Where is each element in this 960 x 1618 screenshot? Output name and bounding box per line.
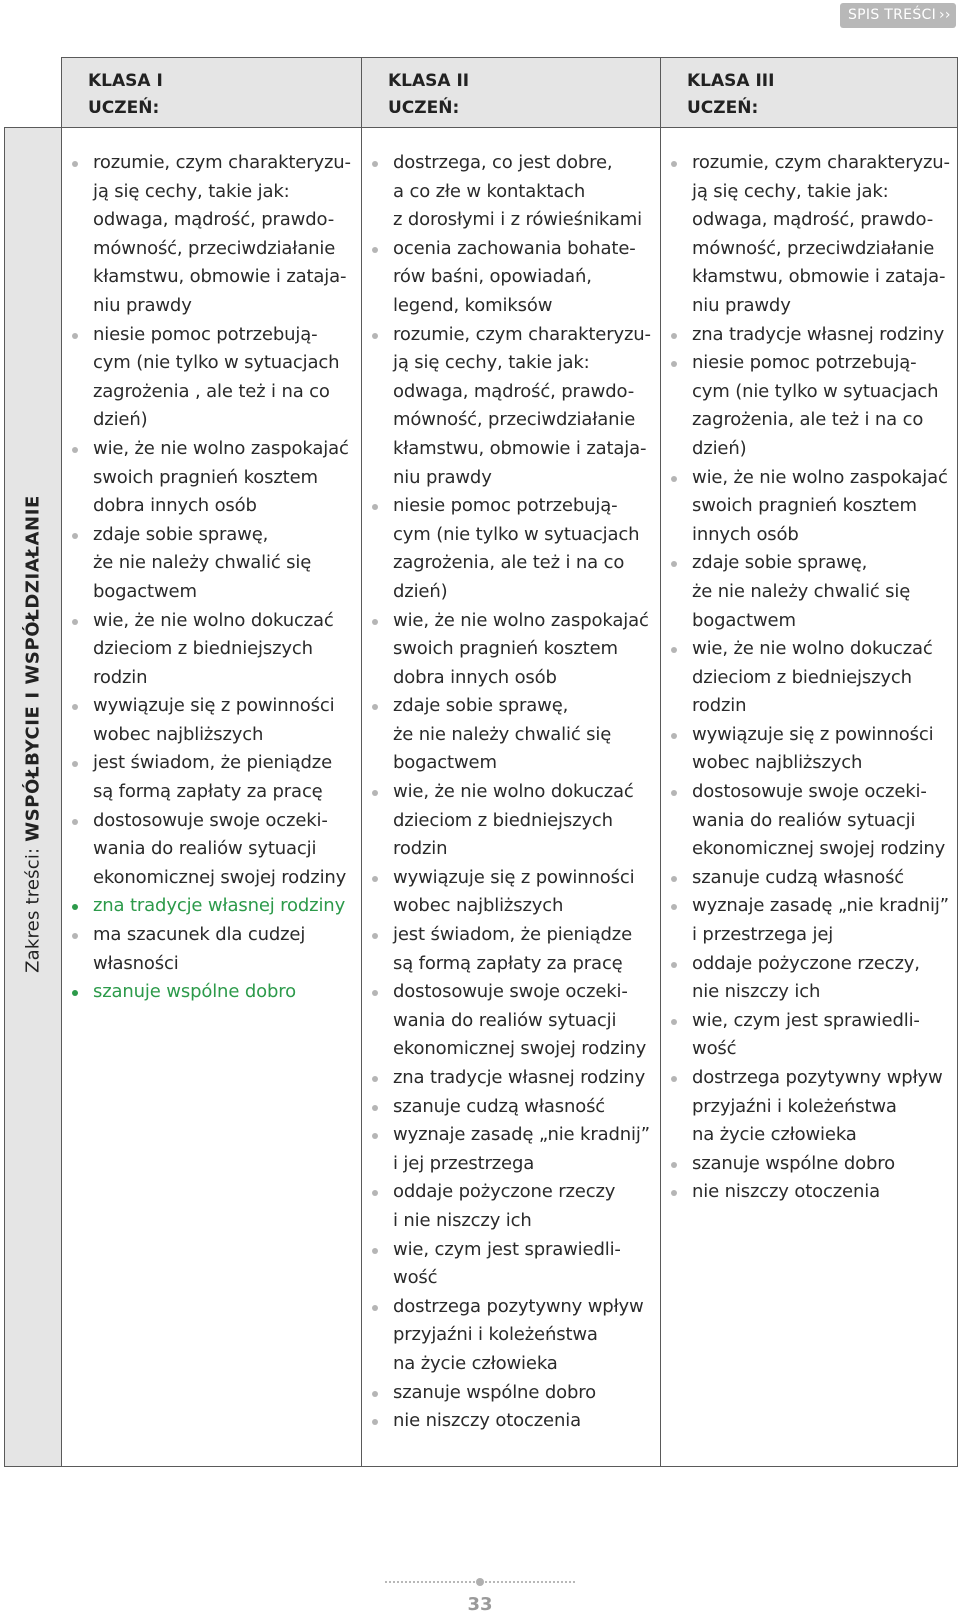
list-item: dostrzega pozytywny wpływ przyjaźni i koleżeństwa na życie człowieka: [670, 1064, 951, 1150]
toc-button[interactable]: [840, 3, 956, 28]
list-klasa-3: [670, 149, 951, 1207]
list-item: zdaje sobie sprawę, że nie należy chwalić się bogactwem: [71, 521, 355, 607]
list-item: wie, że nie wolno dokuczać dzieciom z biedniejszych rodzin: [670, 635, 951, 721]
side-label: [23, 495, 44, 973]
header-klasa-1-title: KLASA I: [88, 71, 163, 91]
table-header-row: [61, 57, 958, 128]
list-item: wie, że nie wolno zaspokajać swoich pragnień kosztem dobra innych osób: [71, 435, 355, 521]
list-item: dostosowuje swoje oczeki- wania do realiów sytuacji ekonomicznej swojej rodziny: [71, 807, 355, 893]
list-item: zna tradycje własnej rodziny: [670, 321, 951, 350]
column-klasa-1: [62, 128, 361, 1466]
list-item: oddaje pożyczone rzeczy i nie niszczy ich: [371, 1178, 654, 1235]
list-item: wie, że nie wolno zaspokajać swoich pragnień kosztem dobra innych osób: [371, 607, 654, 693]
list-item: dostosowuje swoje oczeki- wania do realiów sytuacji ekonomicznej swojej rodziny: [371, 978, 654, 1064]
list-item: rozumie, czym charakteryzu- ją się cechy, takie jak: odwaga, mądrość, prawdo- mówność, przeciwdziałanie kłamstwu, obmowie i zataja- niu prawdy: [371, 321, 654, 493]
list-item: szanuje wspólne dobro: [71, 978, 355, 1007]
header-klasa-2: [361, 58, 660, 127]
list-item: ocenia zachowania bohate- rów baśni, opowiadań, legend, komiksów: [371, 235, 654, 321]
list-item: wywiązuje się z powinności wobec najbliższych: [670, 721, 951, 778]
side-label-prefix: Zakres treści:: [22, 841, 44, 973]
header-klasa-1: [62, 58, 361, 127]
header-klasa-1-subtitle: UCZEŃ:: [88, 98, 160, 118]
header-klasa-3: [660, 58, 957, 127]
list-item: jest świadom, że pieniądze są formą zapłaty za pracę: [71, 749, 355, 806]
column-klasa-2: [361, 128, 660, 1466]
footer-dot-icon: [476, 1578, 484, 1586]
header-klasa-3-title: KLASA III: [687, 71, 775, 91]
list-item: wie, czym jest sprawiedli- wość: [371, 1236, 654, 1293]
list-item: wie, że nie wolno dokuczać dzieciom z biedniejszych rodzin: [71, 607, 355, 693]
list-item: wie, że nie wolno zaspokajać swoich pragnień kosztem innych osób: [670, 464, 951, 550]
list-klasa-2: [371, 149, 654, 1436]
list-item: nie niszczy otoczenia: [670, 1178, 951, 1207]
list-item: szanuje wspólne dobro: [670, 1150, 951, 1179]
list-item: wyznaje zasadę „nie kradnij” i przestrzega jej: [670, 892, 951, 949]
toc-button-label: SPIS TREŚCI: [848, 7, 937, 23]
list-item: niesie pomoc potrzebują- cym (nie tylko w sytuacjach zagrożenia, ale też i na co dzień): [371, 492, 654, 606]
list-item: wywiązuje się z powinności wobec najbliższych: [371, 864, 654, 921]
chevron-right-icon: ››: [939, 7, 951, 23]
list-item: niesie pomoc potrzebują- cym (nie tylko w sytuacjach zagrożenia , ale też i na co dzień): [71, 321, 355, 435]
list-item: jest świadom, że pieniądze są formą zapłaty za pracę: [371, 921, 654, 978]
list-item: zdaje sobie sprawę, że nie należy chwalić się bogactwem: [371, 692, 654, 778]
list-item: zna tradycje własnej rodziny: [71, 892, 355, 921]
page-number: 33: [467, 1594, 493, 1615]
list-item: szanuje cudzą własność: [670, 864, 951, 893]
list-item: oddaje pożyczone rzeczy, nie niszczy ich: [670, 950, 951, 1007]
table-body-row: [4, 127, 958, 1467]
list-item: ma szacunek dla cudzej własności: [71, 921, 355, 978]
list-item: wie, że nie wolno dokuczać dzieciom z biedniejszych rodzin: [371, 778, 654, 864]
side-label-topic: WSPÓŁBYCIE I WSPÓŁDZIAŁANIE: [22, 495, 44, 842]
list-item: wywiązuje się z powinności wobec najbliższych: [71, 692, 355, 749]
list-item: rozumie, czym charakteryzu- ją się cechy, takie jak: odwaga, mądrość, prawdo- mówność, przeciwdziałanie kłamstwu, obmowie i zataja- niu prawdy: [71, 149, 355, 321]
list-item: nie niszczy otoczenia: [371, 1407, 654, 1436]
header-klasa-2-title: KLASA II: [388, 71, 470, 91]
column-klasa-3: [660, 128, 957, 1466]
header-klasa-3-subtitle: UCZEŃ:: [687, 98, 759, 118]
list-item: zna tradycje własnej rodziny: [371, 1064, 654, 1093]
list-item: zdaje sobie sprawę, że nie należy chwalić się bogactwem: [670, 549, 951, 635]
list-item: niesie pomoc potrzebują- cym (nie tylko w sytuacjach zagrożenia, ale też i na co dzień): [670, 349, 951, 463]
list-item: dostosowuje swoje oczeki- wania do realiów sytuacji ekonomicznej swojej rodziny: [670, 778, 951, 864]
list-item: dostrzega pozytywny wpływ przyjaźni i koleżeństwa na życie człowieka: [371, 1293, 654, 1379]
side-label-cell: [5, 128, 62, 1466]
header-klasa-2-subtitle: UCZEŃ:: [388, 98, 460, 118]
list-klasa-1: [71, 149, 355, 1007]
list-item: rozumie, czym charakteryzu- ją się cechy, takie jak: odwaga, mądrość, prawdo- mówność, przeciwdziałanie kłamstwu, obmowie i zataja- niu prawdy: [670, 149, 951, 321]
list-item: wie, czym jest sprawiedli- wość: [670, 1007, 951, 1064]
list-item: dostrzega, co jest dobre, a co złe w kontaktach z dorosłymi i z rówieśnikami: [371, 149, 654, 235]
list-item: szanuje wspólne dobro: [371, 1379, 654, 1408]
list-item: szanuje cudzą własność: [371, 1093, 654, 1122]
list-item: wyznaje zasadę „nie kradnij” i jej przestrzega: [371, 1121, 654, 1178]
